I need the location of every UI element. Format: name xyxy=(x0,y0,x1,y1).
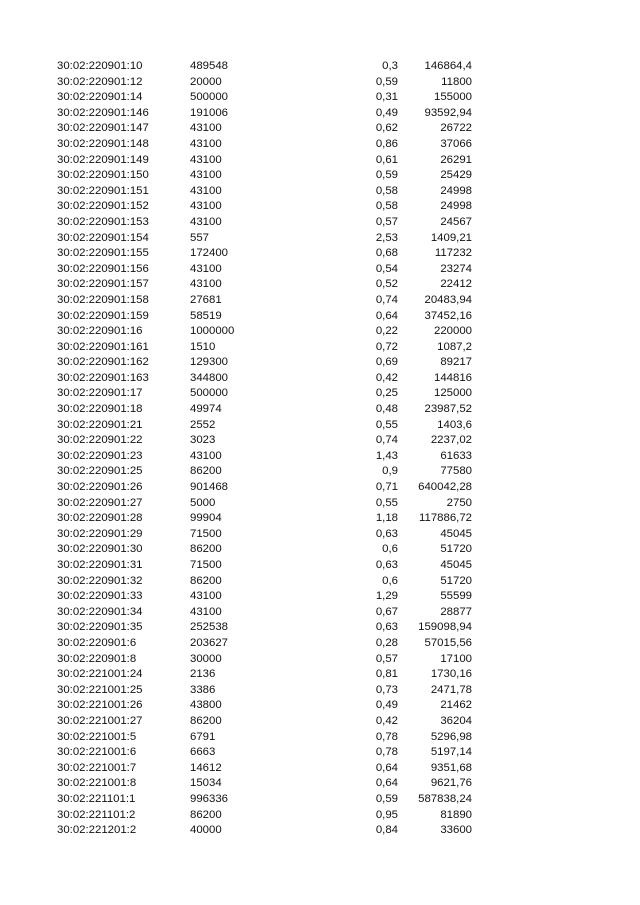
area-cell: 203627 xyxy=(190,636,229,649)
area-cell: 2552 xyxy=(190,418,216,431)
area-cell: 43100 xyxy=(190,184,222,197)
area-cell: 43100 xyxy=(190,137,222,150)
table-row xyxy=(0,433,640,449)
table-row xyxy=(0,184,640,200)
rate-cell: 0,74 xyxy=(375,293,398,306)
area-cell: 43100 xyxy=(190,169,222,182)
cadastral-number-cell: 30:02:220901:16 xyxy=(57,325,143,338)
cadastral-number-cell: 30:02:220901:33 xyxy=(57,590,143,603)
area-cell: 49974 xyxy=(190,403,222,416)
cadastral-number-cell: 30:02:220901:162 xyxy=(57,356,149,369)
table-row xyxy=(0,309,640,325)
area-cell: 27681 xyxy=(190,293,222,306)
value-cell: 117886,72 xyxy=(419,512,472,525)
table-row xyxy=(0,542,640,558)
cadastral-number-cell: 30:02:221001:8 xyxy=(57,777,137,790)
table-row xyxy=(0,355,640,371)
value-cell: 11800 xyxy=(441,75,472,88)
table-row xyxy=(0,605,640,621)
rate-cell: 0,86 xyxy=(375,137,398,150)
area-cell: 43100 xyxy=(190,605,222,618)
rate-cell: 0,49 xyxy=(375,699,398,712)
cadastral-number-cell: 30:02:220901:151 xyxy=(57,184,149,197)
value-cell: 36204 xyxy=(440,714,472,727)
table-row xyxy=(0,449,640,465)
rate-cell: 0,62 xyxy=(375,122,398,135)
value-cell: 21462 xyxy=(440,699,472,712)
value-cell: 20483,94 xyxy=(424,293,472,306)
area-cell: 996336 xyxy=(190,792,229,805)
area-cell: 43100 xyxy=(190,449,222,462)
table-row xyxy=(0,137,640,153)
cadastral-number-cell: 30:02:221001:5 xyxy=(57,730,137,743)
table-row xyxy=(0,683,640,699)
cadastral-number-cell: 30:02:221001:7 xyxy=(57,761,137,774)
table-row xyxy=(0,527,640,543)
rate-cell: 0,22 xyxy=(375,325,398,338)
cadastral-number-cell: 30:02:221201:2 xyxy=(57,824,137,837)
area-cell: 1510 xyxy=(190,340,216,353)
table-row xyxy=(0,574,640,590)
area-cell: 43100 xyxy=(190,262,222,275)
area-cell: 86200 xyxy=(190,808,222,821)
table-row xyxy=(0,324,640,340)
rate-cell: 0,64 xyxy=(375,777,398,790)
cadastral-number-cell: 30:02:220901:147 xyxy=(57,122,149,135)
value-cell: 55599 xyxy=(440,590,472,603)
cadastral-number-cell: 30:02:221001:26 xyxy=(57,699,143,712)
cadastral-number-cell: 30:02:220901:6 xyxy=(57,636,137,649)
area-cell: 172400 xyxy=(190,247,229,260)
table-row xyxy=(0,340,640,356)
table-row xyxy=(0,168,640,184)
cadastral-number-cell: 30:02:220901:149 xyxy=(57,153,149,166)
area-cell: 344800 xyxy=(190,371,229,384)
value-cell: 125000 xyxy=(433,387,472,400)
value-cell: 159098,94 xyxy=(418,621,472,634)
rate-cell: 0,42 xyxy=(375,371,398,384)
area-cell: 43100 xyxy=(190,278,222,291)
rate-cell: 0,63 xyxy=(375,559,398,571)
value-cell: 57015,56 xyxy=(424,636,472,649)
cadastral-number-cell: 30:02:220901:34 xyxy=(57,605,143,618)
rate-cell: 0,3 xyxy=(382,60,398,72)
cadastral-number-cell: 30:02:220901:22 xyxy=(57,434,143,447)
table-row xyxy=(0,246,640,262)
rate-cell: 0,81 xyxy=(375,668,398,681)
area-cell: 14612 xyxy=(190,761,222,774)
cadastral-number-cell: 30:02:221001:6 xyxy=(57,746,137,759)
rate-cell: 0,72 xyxy=(375,340,398,353)
rate-cell: 0,57 xyxy=(375,652,398,665)
rate-cell: 0,55 xyxy=(375,496,398,509)
table-row xyxy=(0,215,640,231)
data-table xyxy=(0,59,640,839)
rate-cell: 0,25 xyxy=(375,387,398,400)
value-cell: 24567 xyxy=(440,215,472,228)
value-cell: 9621,76 xyxy=(430,777,472,790)
cadastral-number-cell: 30:02:220901:21 xyxy=(57,418,143,431)
cadastral-number-cell: 30:02:221001:27 xyxy=(57,714,143,727)
cadastral-number-cell: 30:02:221101:2 xyxy=(57,808,136,821)
cadastral-number-cell: 30:02:220901:23 xyxy=(57,449,143,462)
cadastral-number-cell: 30:02:220901:25 xyxy=(57,465,143,478)
table-row xyxy=(0,496,640,512)
value-cell: 220000 xyxy=(433,325,472,338)
rate-cell: 0,58 xyxy=(375,200,398,213)
value-cell: 1730,16 xyxy=(430,668,472,681)
cadastral-number-cell: 30:02:220901:155 xyxy=(57,247,149,260)
area-cell: 489548 xyxy=(190,60,229,72)
area-cell: 43800 xyxy=(190,699,222,712)
rate-cell: 0,6 xyxy=(382,543,398,556)
cadastral-number-cell: 30:02:220901:156 xyxy=(57,262,149,275)
value-cell: 1409,21 xyxy=(430,231,472,244)
table-row xyxy=(0,262,640,278)
rate-cell: 0,95 xyxy=(375,808,398,821)
table-row xyxy=(0,558,640,574)
rate-cell: 0,73 xyxy=(375,683,398,696)
area-cell: 86200 xyxy=(190,574,222,587)
area-cell: 15034 xyxy=(190,777,222,790)
value-cell: 77580 xyxy=(440,465,472,478)
cadastral-number-cell: 30:02:220901:154 xyxy=(57,231,149,244)
table-row xyxy=(0,371,640,387)
table-row xyxy=(0,745,640,761)
rate-cell: 0,55 xyxy=(375,418,398,431)
rate-cell: 0,64 xyxy=(375,761,398,774)
area-cell: 1000000 xyxy=(190,325,235,338)
area-cell: 20000 xyxy=(190,75,222,88)
rate-cell: 0,78 xyxy=(375,730,398,743)
area-cell: 43100 xyxy=(190,200,222,213)
cadastral-number-cell: 30:02:220901:146 xyxy=(57,106,149,119)
value-cell: 45045 xyxy=(440,527,472,540)
table-row xyxy=(0,589,640,605)
rate-cell: 0,67 xyxy=(375,605,398,618)
area-cell: 2136 xyxy=(190,668,216,681)
value-cell: 24998 xyxy=(440,184,472,197)
area-cell: 6663 xyxy=(190,746,216,759)
table-row xyxy=(0,106,640,122)
cadastral-number-cell: 30:02:220901:10 xyxy=(57,60,143,72)
rate-cell: 0,48 xyxy=(375,403,398,416)
value-cell: 61633 xyxy=(440,449,472,462)
cadastral-number-cell: 30:02:220901:28 xyxy=(57,512,143,525)
value-cell: 9351,68 xyxy=(430,761,472,774)
area-cell: 557 xyxy=(190,231,210,244)
cadastral-number-cell: 30:02:220901:153 xyxy=(57,215,149,228)
value-cell: 5296,98 xyxy=(430,730,472,743)
table-row xyxy=(0,698,640,714)
rate-cell: 0,9 xyxy=(382,465,398,478)
cadastral-number-cell: 30:02:221001:24 xyxy=(57,668,143,681)
value-cell: 25429 xyxy=(440,169,472,182)
area-cell: 71500 xyxy=(190,527,222,540)
cadastral-number-cell: 30:02:220901:158 xyxy=(57,293,149,306)
cadastral-number-cell: 30:02:220901:12 xyxy=(57,75,143,88)
table-row xyxy=(0,90,640,106)
rate-cell: 0,84 xyxy=(375,824,398,837)
table-row xyxy=(0,823,640,839)
table-row xyxy=(0,231,640,247)
value-cell: 45045 xyxy=(440,559,472,571)
table-row xyxy=(0,386,640,402)
table-row xyxy=(0,293,640,309)
value-cell: 1087,2 xyxy=(437,340,472,353)
rate-cell: 1,29 xyxy=(375,590,398,603)
area-cell: 43100 xyxy=(190,122,222,135)
area-cell: 58519 xyxy=(190,309,222,322)
area-cell: 99904 xyxy=(190,512,222,525)
table-row xyxy=(0,480,640,496)
rate-cell: 0,6 xyxy=(382,574,398,587)
rate-cell: 0,61 xyxy=(375,153,398,166)
rate-cell: 0,59 xyxy=(375,169,398,182)
area-cell: 191006 xyxy=(190,106,229,119)
cadastral-number-cell: 30:02:220901:8 xyxy=(57,652,137,665)
value-cell: 1403,6 xyxy=(437,418,472,431)
value-cell: 2237,02 xyxy=(430,434,472,447)
value-cell: 2471,78 xyxy=(430,683,472,696)
value-cell: 23274 xyxy=(440,262,472,275)
rate-cell: 0,69 xyxy=(375,356,398,369)
rate-cell: 0,63 xyxy=(375,527,398,540)
cadastral-number-cell: 30:02:221101:1 xyxy=(57,792,136,805)
cadastral-number-cell: 30:02:220901:29 xyxy=(57,527,143,540)
table-row xyxy=(0,636,640,652)
area-cell: 43100 xyxy=(190,590,222,603)
cadastral-number-cell: 30:02:220901:14 xyxy=(57,91,143,104)
area-cell: 86200 xyxy=(190,465,222,478)
cadastral-number-cell: 30:02:220901:18 xyxy=(57,403,143,416)
rate-cell: 0,64 xyxy=(375,309,398,322)
rate-cell: 0,78 xyxy=(375,746,398,759)
rate-cell: 1,43 xyxy=(375,449,398,462)
cadastral-number-cell: 30:02:220901:26 xyxy=(57,481,143,494)
value-cell: 28877 xyxy=(440,605,472,618)
table-row xyxy=(0,776,640,792)
value-cell: 51720 xyxy=(440,543,472,556)
rate-cell: 0,54 xyxy=(375,262,398,275)
value-cell: 24998 xyxy=(440,200,472,213)
table-row xyxy=(0,761,640,777)
cadastral-number-cell: 30:02:221001:25 xyxy=(57,683,143,696)
table-row xyxy=(0,620,640,636)
rate-cell: 2,53 xyxy=(375,231,398,244)
area-cell: 86200 xyxy=(190,543,222,556)
area-cell: 901468 xyxy=(190,481,229,494)
area-cell: 86200 xyxy=(190,714,222,727)
area-cell: 3023 xyxy=(190,434,216,447)
value-cell: 144816 xyxy=(433,371,472,384)
value-cell: 26291 xyxy=(440,153,472,166)
table-row xyxy=(0,277,640,293)
area-cell: 43100 xyxy=(190,215,222,228)
value-cell: 2750 xyxy=(446,496,472,509)
table-row xyxy=(0,402,640,418)
area-cell: 252538 xyxy=(190,621,229,634)
table-row xyxy=(0,652,640,668)
area-cell: 500000 xyxy=(190,91,229,104)
value-cell: 93592,94 xyxy=(424,106,472,119)
rate-cell: 0,71 xyxy=(375,481,398,494)
value-cell: 51720 xyxy=(440,574,472,587)
value-cell: 22412 xyxy=(440,278,472,291)
rate-cell: 0,52 xyxy=(375,278,398,291)
rate-cell: 1,18 xyxy=(375,512,398,525)
cadastral-number-cell: 30:02:220901:31 xyxy=(57,559,143,571)
table-row xyxy=(0,199,640,215)
rate-cell: 0,49 xyxy=(375,106,398,119)
value-cell: 26722 xyxy=(440,122,472,135)
cadastral-number-cell: 30:02:220901:30 xyxy=(57,543,143,556)
cadastral-number-cell: 30:02:220901:150 xyxy=(57,169,149,182)
table-row xyxy=(0,59,640,75)
area-cell: 6791 xyxy=(190,730,216,743)
table-row xyxy=(0,121,640,137)
rate-cell: 0,42 xyxy=(375,714,398,727)
value-cell: 117232 xyxy=(434,247,472,260)
value-cell: 89217 xyxy=(440,356,472,369)
rate-cell: 0,63 xyxy=(375,621,398,634)
value-cell: 146864,4 xyxy=(424,60,472,72)
value-cell: 81890 xyxy=(440,808,472,821)
area-cell: 43100 xyxy=(190,153,222,166)
area-cell: 500000 xyxy=(190,387,229,400)
value-cell: 640042,28 xyxy=(418,481,472,494)
value-cell: 33600 xyxy=(440,824,472,837)
table-row xyxy=(0,808,640,824)
rate-cell: 0,74 xyxy=(375,434,398,447)
value-cell: 155000 xyxy=(433,91,472,104)
rate-cell: 0,57 xyxy=(375,215,398,228)
cadastral-number-cell: 30:02:220901:163 xyxy=(57,371,149,384)
area-cell: 5000 xyxy=(190,496,216,509)
rate-cell: 0,59 xyxy=(375,792,398,805)
rate-cell: 0,58 xyxy=(375,184,398,197)
area-cell: 129300 xyxy=(190,356,229,369)
table-row xyxy=(0,714,640,730)
area-cell: 3386 xyxy=(190,683,216,696)
value-cell: 17100 xyxy=(440,652,472,665)
cadastral-number-cell: 30:02:220901:152 xyxy=(57,200,149,213)
value-cell: 587838,24 xyxy=(418,792,472,805)
value-cell: 23987,52 xyxy=(424,403,472,416)
table-row xyxy=(0,75,640,91)
table-row xyxy=(0,667,640,683)
table-row xyxy=(0,153,640,169)
rate-cell: 0,31 xyxy=(375,91,398,104)
cadastral-number-cell: 30:02:220901:17 xyxy=(57,387,143,400)
table-row xyxy=(0,464,640,480)
area-cell: 71500 xyxy=(190,559,222,571)
value-cell: 5197,14 xyxy=(430,746,472,759)
cadastral-number-cell: 30:02:220901:35 xyxy=(57,621,143,634)
rate-cell: 0,68 xyxy=(375,247,398,260)
cadastral-number-cell: 30:02:220901:148 xyxy=(57,137,149,150)
table-row xyxy=(0,730,640,746)
rate-cell: 0,28 xyxy=(375,636,398,649)
value-cell: 37452,16 xyxy=(424,309,472,322)
table-row xyxy=(0,511,640,527)
value-cell: 37066 xyxy=(440,137,472,150)
cadastral-number-cell: 30:02:220901:159 xyxy=(57,309,149,322)
cadastral-number-cell: 30:02:220901:161 xyxy=(57,340,149,353)
table-row xyxy=(0,792,640,808)
area-cell: 40000 xyxy=(190,824,222,837)
rate-cell: 0,59 xyxy=(375,75,398,88)
cadastral-number-cell: 30:02:220901:27 xyxy=(57,496,143,509)
table-row xyxy=(0,418,640,434)
cadastral-number-cell: 30:02:220901:32 xyxy=(57,574,143,587)
cadastral-number-cell: 30:02:220901:157 xyxy=(57,278,149,291)
area-cell: 30000 xyxy=(190,652,222,665)
